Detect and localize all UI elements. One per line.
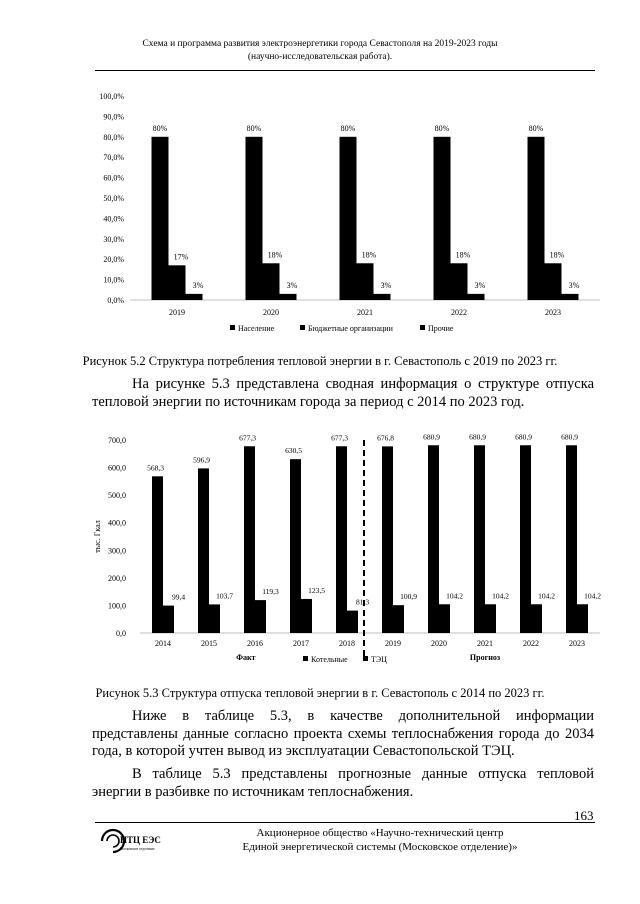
footer-line-1: Акционерное общество «Научно-технический центр	[256, 827, 504, 839]
y-tick-label: 300,0	[108, 546, 126, 556]
bar-ТЭЦ-2016	[255, 600, 266, 633]
bar-Прочие-2023	[562, 294, 579, 300]
legend-swatch	[420, 325, 425, 330]
bar-Котельные-2019	[382, 446, 393, 633]
logo-subtext: Московское отделение	[120, 847, 155, 851]
bar-Прочие-2021	[374, 294, 391, 300]
paragraph-2-text: Ниже в таблице 5.3, в качестве дополнительной информации представлены данные согласно проекта схемы теплоснабжения города до 2034 года, в которой учтен вывод из эксплуатации Севастопольской ТЭЦ.	[92, 708, 594, 759]
legend-label: ТЭЦ	[371, 655, 387, 664]
y-tick-label: 0,0	[116, 629, 126, 638]
y-tick-label: 60,0%	[103, 173, 124, 183]
x-tick-label: 2020	[263, 308, 279, 317]
data-label: 80%	[152, 123, 168, 133]
data-label: 677,3	[331, 433, 348, 443]
consumption-structure-svg	[90, 84, 610, 344]
heat-supply-structure-chart	[90, 428, 610, 668]
data-label: 104,2	[584, 591, 601, 601]
footer-line-2: Единой энергетической системы (Московское отделение)»	[242, 841, 518, 853]
bar-Бюджетные организации-2019	[169, 265, 186, 300]
bar-Население-2021	[340, 137, 357, 300]
x-tick-label: 2017	[293, 639, 309, 648]
data-label: 18%	[267, 250, 283, 260]
data-label: 680,9	[423, 432, 440, 442]
paragraph-table-5-3-note	[92, 708, 594, 761]
figure-5-3-caption: Рисунок 5.3 Структура отпуска тепловой энергии в г. Севастополь с 2014 по 2023 гг.	[95, 686, 545, 700]
data-label: 568,3	[147, 463, 164, 473]
y-tick-label: 40,0%	[103, 214, 124, 224]
header-line-2: (научно-исследовательская работа).	[247, 52, 393, 62]
y-tick-label: 700,0	[108, 436, 126, 445]
y-tick-label: 0,0%	[107, 296, 124, 305]
paragraph-figure-5-3-intro	[92, 376, 594, 411]
legend-swatch	[230, 325, 235, 330]
bar-Бюджетные организации-2021	[357, 263, 374, 300]
bar-Прочие-2020	[280, 294, 297, 300]
bar-Котельные-2016	[244, 446, 255, 633]
logo-text: НТЦ ЕЭС	[120, 835, 161, 845]
data-label: 680,9	[469, 432, 486, 442]
bar-Котельные-2014	[152, 476, 163, 633]
y-tick-label: 200,0	[108, 573, 126, 583]
y-tick-label: 50,0%	[103, 194, 124, 203]
x-tick-label: 2018	[339, 639, 355, 648]
data-label: 680,9	[515, 432, 532, 442]
bar-Население-2019	[152, 137, 169, 300]
data-label: 119,3	[262, 587, 279, 597]
bar-ТЭЦ-2020	[439, 604, 450, 633]
data-label: 80%	[246, 123, 262, 133]
paragraph-3-text: В таблице 5.3 представлены прогнозные данные отпуска тепловой энергии в разбивке по источникам теплоснабжения.	[92, 766, 594, 800]
y-tick-label: 100,0%	[99, 92, 124, 101]
x-tick-label: 2019	[385, 639, 401, 648]
legend-label: Прочие	[428, 324, 454, 333]
x-tick-label: 2016	[247, 639, 263, 648]
legend-swatch	[300, 325, 305, 330]
x-tick-label: 2021	[477, 639, 493, 648]
data-label: 104,2	[538, 591, 555, 601]
page-header	[0, 38, 640, 64]
y-tick-label: 80,0%	[103, 132, 124, 142]
bar-ТЭЦ-2018	[347, 611, 358, 633]
x-tick-label: 2019	[169, 308, 185, 317]
bar-ТЭЦ-2023	[577, 604, 588, 633]
y-tick-label: 100,0	[108, 601, 126, 611]
header-divider	[95, 70, 595, 71]
bar-Котельные-2018	[336, 446, 347, 633]
bar-ТЭЦ-2014	[163, 606, 174, 633]
data-label: 99,4	[171, 592, 186, 602]
bar-Котельные-2021	[474, 445, 485, 633]
group-label-forecast: Прогноз	[469, 653, 501, 662]
bar-Котельные-2020	[428, 445, 439, 633]
data-label: 104,2	[492, 591, 509, 601]
legend-swatch	[363, 656, 368, 661]
bar-ТЭЦ-2019	[393, 605, 404, 633]
x-tick-label: 2020	[431, 639, 447, 648]
data-label: 17%	[173, 252, 189, 262]
legend-swatch	[303, 656, 308, 661]
bar-Население-2023	[528, 137, 545, 300]
bar-Котельные-2023	[566, 445, 577, 633]
paragraph-table-5-3-forecast	[92, 766, 594, 801]
bar-ТЭЦ-2021	[485, 604, 496, 633]
x-tick-label: 2014	[155, 639, 171, 648]
bar-Бюджетные организации-2020	[263, 263, 280, 300]
header-line-1: Схема и программа развития электроэнергетики города Севастополя на 2019-2023 годы	[142, 39, 498, 49]
bar-Население-2022	[434, 137, 451, 300]
data-label: 596,9	[193, 455, 210, 465]
y-tick-label: 600,0	[108, 463, 126, 473]
ntc-ees-logo	[98, 826, 168, 856]
bar-Бюджетные организации-2022	[451, 263, 468, 300]
y-tick-label: 30,0%	[103, 234, 124, 244]
data-label: 3%	[568, 280, 580, 290]
page-footer	[180, 826, 580, 854]
bar-Котельные-2022	[520, 445, 531, 633]
bar-Котельные-2017	[290, 459, 301, 633]
heat-supply-structure-svg	[90, 428, 610, 668]
y-tick-label: 400,0	[108, 518, 126, 528]
data-label: 103,7	[216, 591, 233, 601]
y-tick-label: 20,0%	[103, 255, 124, 265]
group-label-fact: Факт	[236, 653, 256, 662]
consumption-structure-chart	[90, 84, 610, 344]
y-tick-label: 10,0%	[103, 275, 124, 285]
y-tick-label: 90,0%	[103, 112, 124, 122]
data-label: 676,8	[377, 433, 394, 443]
bar-ТЭЦ-2022	[531, 604, 542, 633]
bar-Бюджетные организации-2023	[545, 263, 562, 300]
legend-label: Котельные	[311, 655, 348, 664]
bar-Прочие-2019	[186, 294, 203, 300]
logo-inner-arc-icon	[107, 835, 119, 847]
data-label: 3%	[380, 280, 392, 290]
bar-Прочие-2022	[468, 294, 485, 300]
data-label: 80%	[340, 123, 356, 133]
page-number: 163	[574, 808, 594, 823]
y-tick-label: 500,0	[108, 491, 126, 501]
x-tick-label: 2022	[523, 639, 539, 648]
data-label: 18%	[455, 250, 471, 260]
bar-Котельные-2015	[198, 468, 209, 633]
x-tick-label: 2022	[451, 308, 467, 317]
bar-Население-2020	[246, 137, 263, 300]
data-label: 680,9	[561, 432, 578, 442]
bar-ТЭЦ-2015	[209, 604, 220, 633]
data-label: 104,2	[446, 591, 463, 601]
x-tick-label: 2023	[569, 639, 585, 648]
bar-ТЭЦ-2017	[301, 599, 312, 633]
footer-divider	[95, 822, 595, 823]
data-label: 18%	[549, 250, 565, 260]
figure-5-2-caption: Рисунок 5.2 Структура потребления тепловой энергии в г. Севастополь с 2019 по 2023 гг.	[82, 354, 558, 368]
legend-label: Бюджетные организации	[308, 324, 393, 333]
data-label: 100,9	[400, 592, 417, 602]
data-label: 677,3	[239, 433, 256, 443]
data-label: 123,5	[308, 585, 325, 595]
data-label: 81,3	[355, 597, 370, 607]
legend-label: Население	[238, 324, 275, 333]
x-tick-label: 2023	[545, 308, 561, 317]
data-label: 630,5	[285, 446, 302, 456]
x-tick-label: 2021	[357, 308, 373, 317]
data-label: 3%	[286, 280, 298, 290]
data-label: 80%	[528, 123, 544, 133]
y-axis-label: тыс. Гкал	[93, 520, 102, 553]
data-label: 3%	[474, 280, 486, 290]
y-tick-label: 70,0%	[103, 153, 124, 163]
data-label: 18%	[361, 250, 377, 260]
x-tick-label: 2015	[201, 639, 217, 648]
data-label: 80%	[434, 123, 450, 133]
paragraph-1-text: На рисунке 5.3 представлена сводная информация о структуре отпуска тепловой энергии по источникам города за период с 2014 по 2023 год.	[92, 376, 594, 410]
data-label: 3%	[192, 280, 204, 290]
